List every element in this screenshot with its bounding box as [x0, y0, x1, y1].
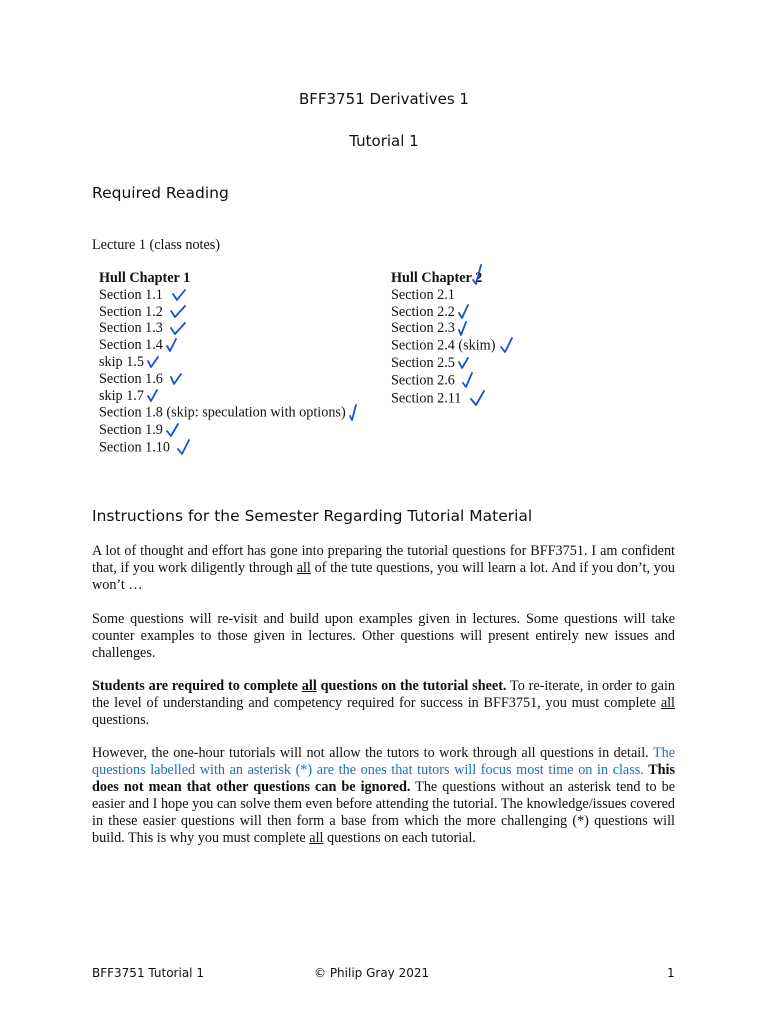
list-item: Section 1.4 [99, 337, 358, 354]
checkmark-icon [146, 356, 160, 370]
list-item: Section 1.9 [99, 422, 358, 439]
checkmark-icon [471, 264, 483, 286]
required-reading-heading: Required Reading [92, 184, 229, 202]
checkmark-icon [457, 304, 471, 320]
checkmark-icon [176, 439, 192, 457]
list-item: Section 1.10 [99, 439, 358, 457]
hull-chapter-1-title: Hull Chapter 1 [99, 270, 191, 286]
paragraph-2: Some questions will re-visit and build upon examples given in lectures. Some questions will take counter examples to those given in lectures. Other questions will present entirely new issues and challenges. [92, 611, 675, 661]
footer-left: BFF3751 Tutorial 1 [92, 966, 204, 980]
checkmark-icon [457, 357, 471, 371]
checkmark-icon [348, 404, 358, 422]
tutorial-title: Tutorial 1 [349, 132, 419, 150]
list-item: Section 2.3 [391, 320, 515, 337]
list-item: Section 1.6 [99, 371, 358, 388]
checkmark-icon [499, 337, 515, 355]
checkmark-icon [461, 372, 475, 390]
instructions-heading: Instructions for the Semester Regarding Tutorial Material [92, 507, 533, 525]
checkmark-icon [169, 322, 187, 336]
checkmark-icon [469, 390, 487, 408]
list-item: skip 1.5 [99, 354, 358, 371]
list-item: Section 2.11 [391, 390, 515, 408]
hull-chapter-2-title: Hull Chapter 2 [391, 270, 483, 286]
list-item: skip 1.7 [99, 388, 358, 405]
checkmark-icon [165, 423, 181, 439]
list-item: Section 1.3 [99, 320, 358, 337]
paragraph-4: However, the one-hour tutorials will not allow the tutors to work through all questions in detail. The questions labelled with an asterisk (*) are the ones that tutors will focus most time on in class. This does not mean that other questions can be ignored. The questions without an asterisk tend to be easier and I hope you can solve them even before attending the tutorial. The knowledge/issues covered in these easier questions will then form a base from which the more challenging (*) questions will build. This is why you must complete all questions on each tutorial. [92, 745, 676, 846]
list-item: Section 2.1 [391, 286, 455, 303]
checkmark-icon [146, 389, 160, 403]
paragraph-3: Students are required to complete all questions on the tutorial sheet. To re-iterate, in order to gain the level of understanding and competency required for success in BFF3751, you must complete all questions. [92, 678, 675, 728]
list-item: Section 2.6 [391, 372, 515, 390]
course-title: BFF3751 Derivatives 1 [299, 90, 469, 108]
list-item: Section 2.5 [391, 355, 515, 372]
checkmark-icon [169, 373, 183, 387]
lecture-line: Lecture 1 (class notes) [92, 237, 221, 253]
hull-chapter-2-list [391, 270, 515, 408]
checkmark-icon [171, 289, 187, 303]
paragraph-1: A lot of thought and effort has gone into preparing the tutorial questions for BFF3751. I am confident that, if you work diligently through all of the tute questions, you will learn a lot. And if you don’t, you won’t … [92, 543, 675, 593]
list-item: Section 2.4 (skim) [391, 337, 515, 355]
asterisk-note: The questions labelled with an asterisk (*) are the ones that tutors will focus most time on in class. [92, 745, 675, 778]
checkmark-icon [457, 321, 469, 337]
hull-chapter-1-list [99, 270, 358, 457]
list-item: Section 1.1 [99, 287, 358, 304]
list-item: Section 2.2 [391, 304, 515, 321]
list-item: Section 1.2 [99, 304, 358, 321]
page-number: 1 [667, 966, 675, 980]
list-item: Section 1.8 (skip: speculation with options) [99, 404, 358, 422]
checkmark-icon [169, 305, 187, 319]
checkmark-icon [165, 338, 179, 354]
footer-center: © Philip Gray 2021 [314, 966, 430, 980]
